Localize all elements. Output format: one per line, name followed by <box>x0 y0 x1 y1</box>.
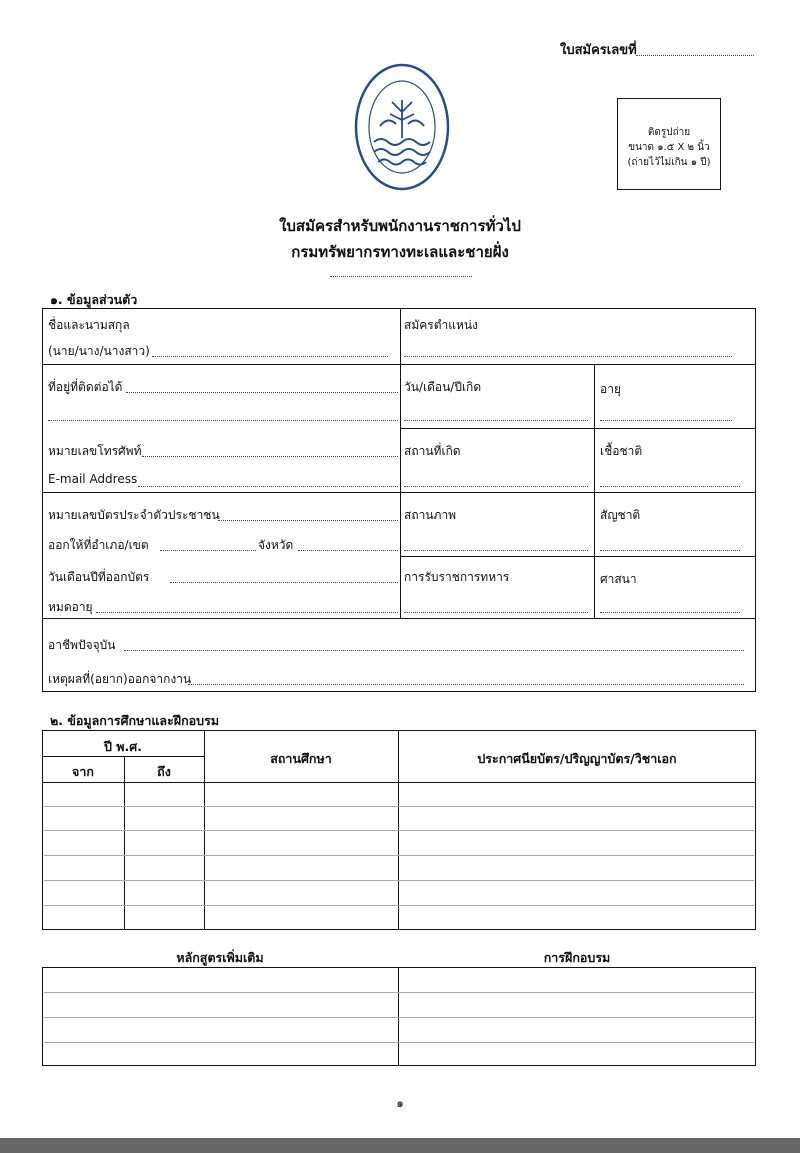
expiry-field[interactable] <box>96 612 398 613</box>
form-title-line1: ใบสมัครสำหรับพนักงานราชการทั่วไป <box>279 217 521 235</box>
education-row-line[interactable] <box>44 806 754 807</box>
scan-bottom-bar <box>0 1138 800 1153</box>
nationality-label: สัญชาติ <box>600 508 641 522</box>
training-header: การฝึกอบรม <box>543 950 611 965</box>
row-sep <box>42 364 756 365</box>
education-row-line[interactable] <box>44 855 754 856</box>
title-prefix-label: (นาย/นาง/นางสาว) <box>48 344 150 358</box>
photo-box-line1: ติดรูปถ่าย <box>647 127 691 138</box>
address-label: ที่อยู่ที่ติดต่อได้ <box>48 380 123 394</box>
application-number-label: ใบสมัครเลขที่ <box>560 43 637 58</box>
name-field[interactable] <box>152 356 388 357</box>
age-label: อายุ <box>600 382 621 396</box>
application-number-field[interactable] <box>636 55 754 56</box>
address-field-1[interactable] <box>126 392 398 393</box>
institution-header: สถานศึกษา <box>270 751 332 766</box>
from-header: จาก <box>72 764 94 779</box>
position-field[interactable] <box>404 356 732 357</box>
education-row-line[interactable] <box>44 880 754 881</box>
military-label: การรับราชการทหาร <box>404 570 510 584</box>
section2-heading: ๒. ข้อมูลการศึกษาและฝึกอบรม <box>50 713 220 728</box>
religion-field[interactable] <box>600 612 740 613</box>
reason-field[interactable] <box>188 684 744 685</box>
issued-at-label: ออกให้ที่อำเภอ/เขต <box>48 538 149 552</box>
page-number: ๑ <box>396 1096 404 1110</box>
province-field[interactable] <box>298 550 398 551</box>
phone-label: หมายเลขโทรศัพท์ <box>48 444 142 458</box>
race-label: เชื้อชาติ <box>600 444 643 458</box>
status-label: สถานภาพ <box>404 508 457 522</box>
religion-label: ศาสนา <box>600 572 637 586</box>
title-dotted-line <box>330 276 472 277</box>
row-sep <box>42 492 756 493</box>
phone-field[interactable] <box>142 456 398 457</box>
training-row-line[interactable] <box>44 1017 754 1018</box>
province-label: จังหวัด <box>258 538 294 552</box>
status-field[interactable] <box>404 550 588 551</box>
education-row-line[interactable] <box>44 905 754 906</box>
email-field[interactable] <box>138 486 398 487</box>
position-label: สมัครตำแหน่ง <box>404 318 478 332</box>
reason-label: เหตุผลที่(อยาก)ออกจากงาน <box>48 672 192 686</box>
race-field[interactable] <box>600 486 740 487</box>
department-logo <box>352 60 452 194</box>
to-header: ถึง <box>157 764 171 779</box>
expiry-label: หมดอายุ <box>48 600 93 614</box>
row-sep <box>400 556 756 557</box>
education-row-line[interactable] <box>44 830 754 831</box>
form-title-line2: กรมทรัพยากรทางทะเลและชายฝั่ง <box>291 243 509 261</box>
photo-box-line3: (ถ่ายไว้ไม่เกิน ๑ ปี) <box>627 157 711 168</box>
birthdate-label: วัน/เดือน/ปีเกิด <box>404 380 482 394</box>
issue-date-label: วันเดือนปีที่ออกบัตร <box>48 570 150 584</box>
occupation-field[interactable] <box>124 650 744 651</box>
row-sep <box>42 782 756 783</box>
photo-box-line2: ขนาด ๑.๕ X ๒ นิ้ว <box>628 142 710 153</box>
year-header: ปี พ.ศ. <box>104 739 142 754</box>
row-sep <box>400 428 756 429</box>
personal-info-table <box>42 308 756 692</box>
row-sep <box>42 618 756 619</box>
military-field[interactable] <box>404 612 588 613</box>
col-sep <box>594 364 595 618</box>
photo-box <box>617 98 721 190</box>
issue-date-field[interactable] <box>170 582 398 583</box>
name-label: ชื่อและนามสกุล <box>48 318 130 332</box>
address-field-2[interactable] <box>48 420 398 421</box>
id-card-label: หมายเลขบัตรประจำตัวประชาชน <box>48 508 220 522</box>
id-card-field[interactable] <box>218 520 398 521</box>
degree-header: ประกาศนียบัตร/ปริญญาบัตร/วิชาเอก <box>477 751 677 766</box>
training-row-line[interactable] <box>44 992 754 993</box>
training-row-line[interactable] <box>44 1042 754 1043</box>
birthplace-label: สถานที่เกิด <box>404 444 461 458</box>
nationality-field[interactable] <box>600 550 740 551</box>
age-field[interactable] <box>600 420 732 421</box>
col-sep <box>400 308 401 618</box>
birthdate-field[interactable] <box>404 420 588 421</box>
section1-heading: ๑. ข้อมูลส่วนตัว <box>50 292 138 307</box>
birthplace-field[interactable] <box>404 486 588 487</box>
issued-at-field[interactable] <box>160 550 256 551</box>
extra-course-header: หลักสูตรเพิ่มเติม <box>176 950 264 965</box>
occupation-label: อาชีพปัจจุบัน <box>48 638 116 652</box>
email-label: E-mail Address <box>48 472 138 486</box>
